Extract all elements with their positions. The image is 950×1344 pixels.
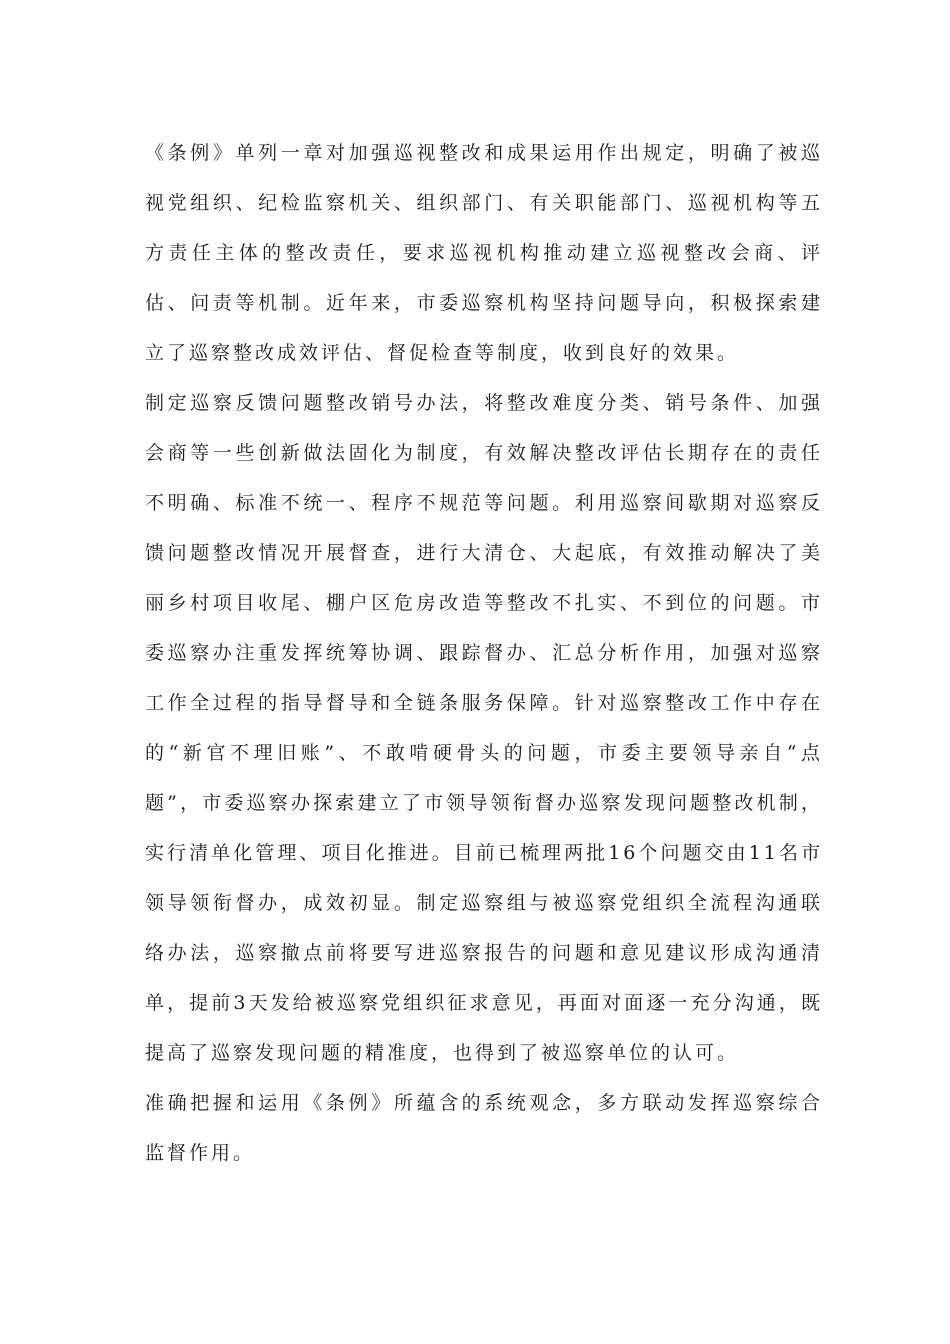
document-page	[145, 128, 823, 1178]
paragraph-regulation-overview: 《条例》单列一章对加强巡视整改和成果运用作出规定，明确了被巡视党组织、纪检监察机关、组织部门、有关职能部门、巡视机构等五方责任主体的整改责任，要求巡视机构推动建立巡视整改会商、评估、问责等机制。近年来，市委巡察机构坚持问题导向，积极探索建立了巡察整改成效评估、督促检查等制度，收到良好的效果。	[145, 142, 823, 364]
paragraph-system-concept: 准确把握和运用《条例》所蕴含的系统观念，多方联动发挥巡察综合监督作用。	[145, 1092, 823, 1164]
paragraph-rectification-measures: 制定巡察反馈问题整改销号办法，将整改难度分类、销号条件、加强会商等一些创新做法固化为制度，有效解决整改评估长期存在的责任不明确、标准不统一、程序不规范等问题。利用巡察间歇期对巡察反馈问题整改情况开展督查，进行大清仓、大起底，有效推动解决了美丽乡村项目收尾、棚户区危房改造等整改不扎实、不到位的问题。市委巡察办注重发挥统筹协调、跟踪督办、汇总分析作用，加强对巡察工作全过程的指导督导和全链条服务保障。针对巡察整改工作中存在的“新官不理旧账”、不敢啃硬骨头的问题，市委主要领导亲自“点题”，市委巡察办探索建立了市领导领衔督办巡察发现问题整改机制，实行清单化管理、项目化推进。目前已梳理两批16个问题交由11名市领导领衔督办，成效初显。制定巡察组与被巡察党组织全流程沟通联络办法，巡察撤点前将要写进巡察报告的问题和意见建议形成沟通清单，提前3天发给被巡察党组织征求意见，再面对面逐一充分沟通，既提高了巡察发现问题的精准度，也得到了被巡察单位的认可。	[145, 392, 823, 1064]
